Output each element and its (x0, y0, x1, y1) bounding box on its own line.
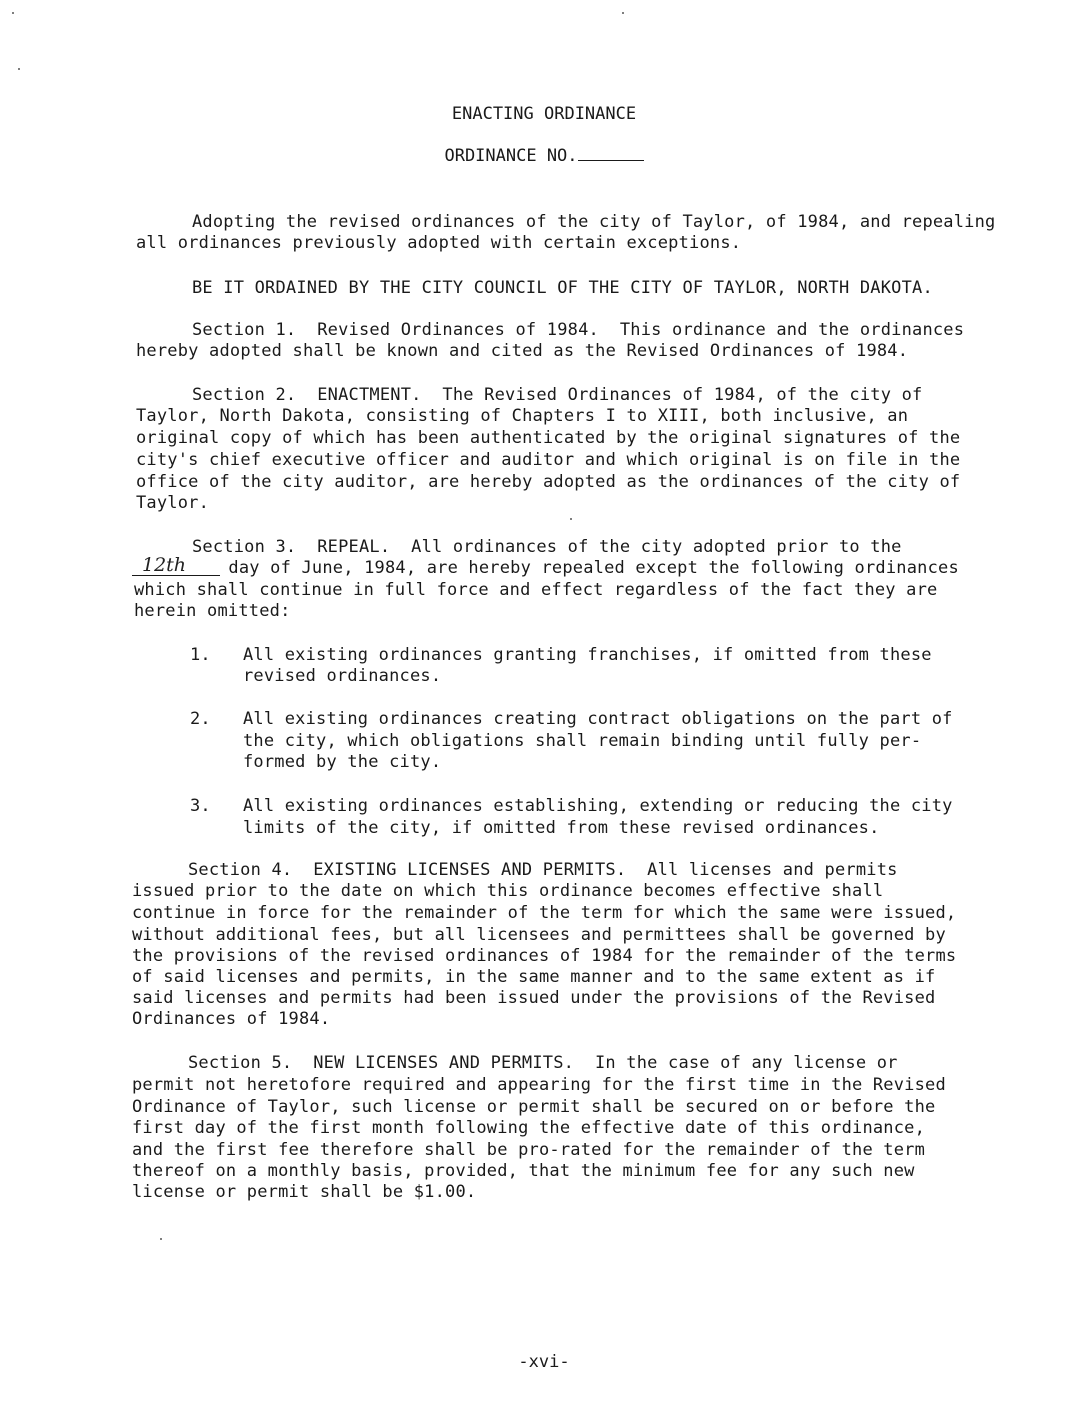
exception-number: 2. (190, 709, 211, 729)
section-1-line: hereby adopted shall be known and cited as the Revised Ordinances of 1984. (136, 341, 909, 361)
be-it-ordained: BE IT ORDAINED BY THE CITY COUNCIL OF THE CITY OF TAYLOR, NORTH DAKOTA. (192, 278, 933, 298)
section-2-line: Taylor. (136, 493, 210, 513)
scan-speck (622, 12, 624, 14)
section-2-line: city's chief executive officer and auditor and which original is on file in the (136, 450, 961, 470)
section-4-line: without additional fees, but all licensees and permittees shall be governed by (132, 925, 946, 945)
scan-speck (12, 12, 14, 14)
scan-speck (570, 518, 572, 520)
preamble-line: all ordinances previously adopted with certain exceptions. (136, 233, 742, 253)
section-4-line: of said licenses and permits, in the same manner and to the same extent as if (132, 967, 936, 987)
section-4-line: Ordinances of 1984. (132, 1009, 331, 1029)
ordinance-number-line (0, 146, 1088, 166)
exception-line: formed by the city. (243, 752, 442, 772)
document-title: ENACTING ORDINANCE (451, 104, 637, 124)
section-5-line: Section 5. NEW LICENSES AND PERMITS. In the case of any license or (188, 1053, 898, 1073)
section-5-line: and the first fee therefore shall be pro-rated for the remainder of the term (132, 1140, 926, 1160)
section-5-line: license or permit shall be $1.00. (132, 1182, 477, 1202)
handwritten-day: 12th (142, 554, 187, 576)
exception-line: All existing ordinances granting franchises, if omitted from these (243, 645, 932, 665)
section-4-line: issued prior to the date on which this ordinance becomes effective shall (132, 881, 884, 901)
section-3-line: which shall continue in full force and effect regardless of the fact they are (134, 580, 938, 600)
section-3-line: herein omitted: (134, 601, 291, 621)
section-2-line: Taylor, North Dakota, consisting of Chapters I to XIII, both inclusive, an (136, 406, 909, 426)
exception-line: All existing ordinances establishing, extending or reducing the city (243, 796, 953, 816)
section-5-line: first day of the first month following the effective date of this ordinance, (132, 1118, 926, 1138)
section-4-line: Section 4. EXISTING LICENSES AND PERMITS. All licenses and permits (188, 860, 898, 880)
section-4-line: said licenses and permits had been issued under the provisions of the Revised (132, 988, 936, 1008)
exception-number: 1. (190, 645, 211, 665)
exception-line: All existing ordinances creating contract obligations on the part of (243, 709, 953, 729)
section-5-line: Ordinance of Taylor, such license or permit shall be secured on or before the (132, 1097, 936, 1117)
section-4-line: continue in force for the remainder of the term for which the same were issued, (132, 903, 957, 923)
exception-number: 3. (190, 796, 211, 816)
section-5-line: permit not heretofore required and appearing for the first time in the Revised (132, 1075, 946, 1095)
exception-line: limits of the city, if omitted from these revised ordinances. (243, 818, 880, 838)
day-blank-line (132, 575, 220, 576)
exception-line: the city, which obligations shall remain binding until fully per- (243, 731, 922, 751)
ordinance-number-label: ORDINANCE NO. (444, 146, 578, 166)
section-2-line: Section 2. ENACTMENT. The Revised Ordinances of 1984, of the city of (192, 385, 923, 405)
section-1-line: Section 1. Revised Ordinances of 1984. This ordinance and the ordinances (192, 320, 965, 340)
section-2-line: original copy of which has been authenticated by the original signatures of the (136, 428, 961, 448)
exception-line: revised ordinances. (243, 666, 442, 686)
ordinance-number-blank (578, 146, 644, 161)
scan-speck (160, 1238, 162, 1240)
section-3-line: Section 3. REPEAL. All ordinances of the city adopted prior to the (192, 537, 902, 557)
section-5-line: thereof on a monthly basis, provided, that the minimum fee for any such new (132, 1161, 915, 1181)
section-2-line: office of the city auditor, are hereby adopted as the ordinances of the city of (136, 472, 961, 492)
scan-speck (18, 68, 20, 70)
preamble-line: Adopting the revised ordinances of the city of Taylor, of 1984, and repealing (192, 212, 996, 232)
page-number: -xvi- (518, 1352, 570, 1372)
section-4-line: the provisions of the revised ordinances of 1984 for the remainder of the terms (132, 946, 957, 966)
section-3-line: day of June, 1984, are hereby repealed except the following ordinances (218, 558, 959, 578)
